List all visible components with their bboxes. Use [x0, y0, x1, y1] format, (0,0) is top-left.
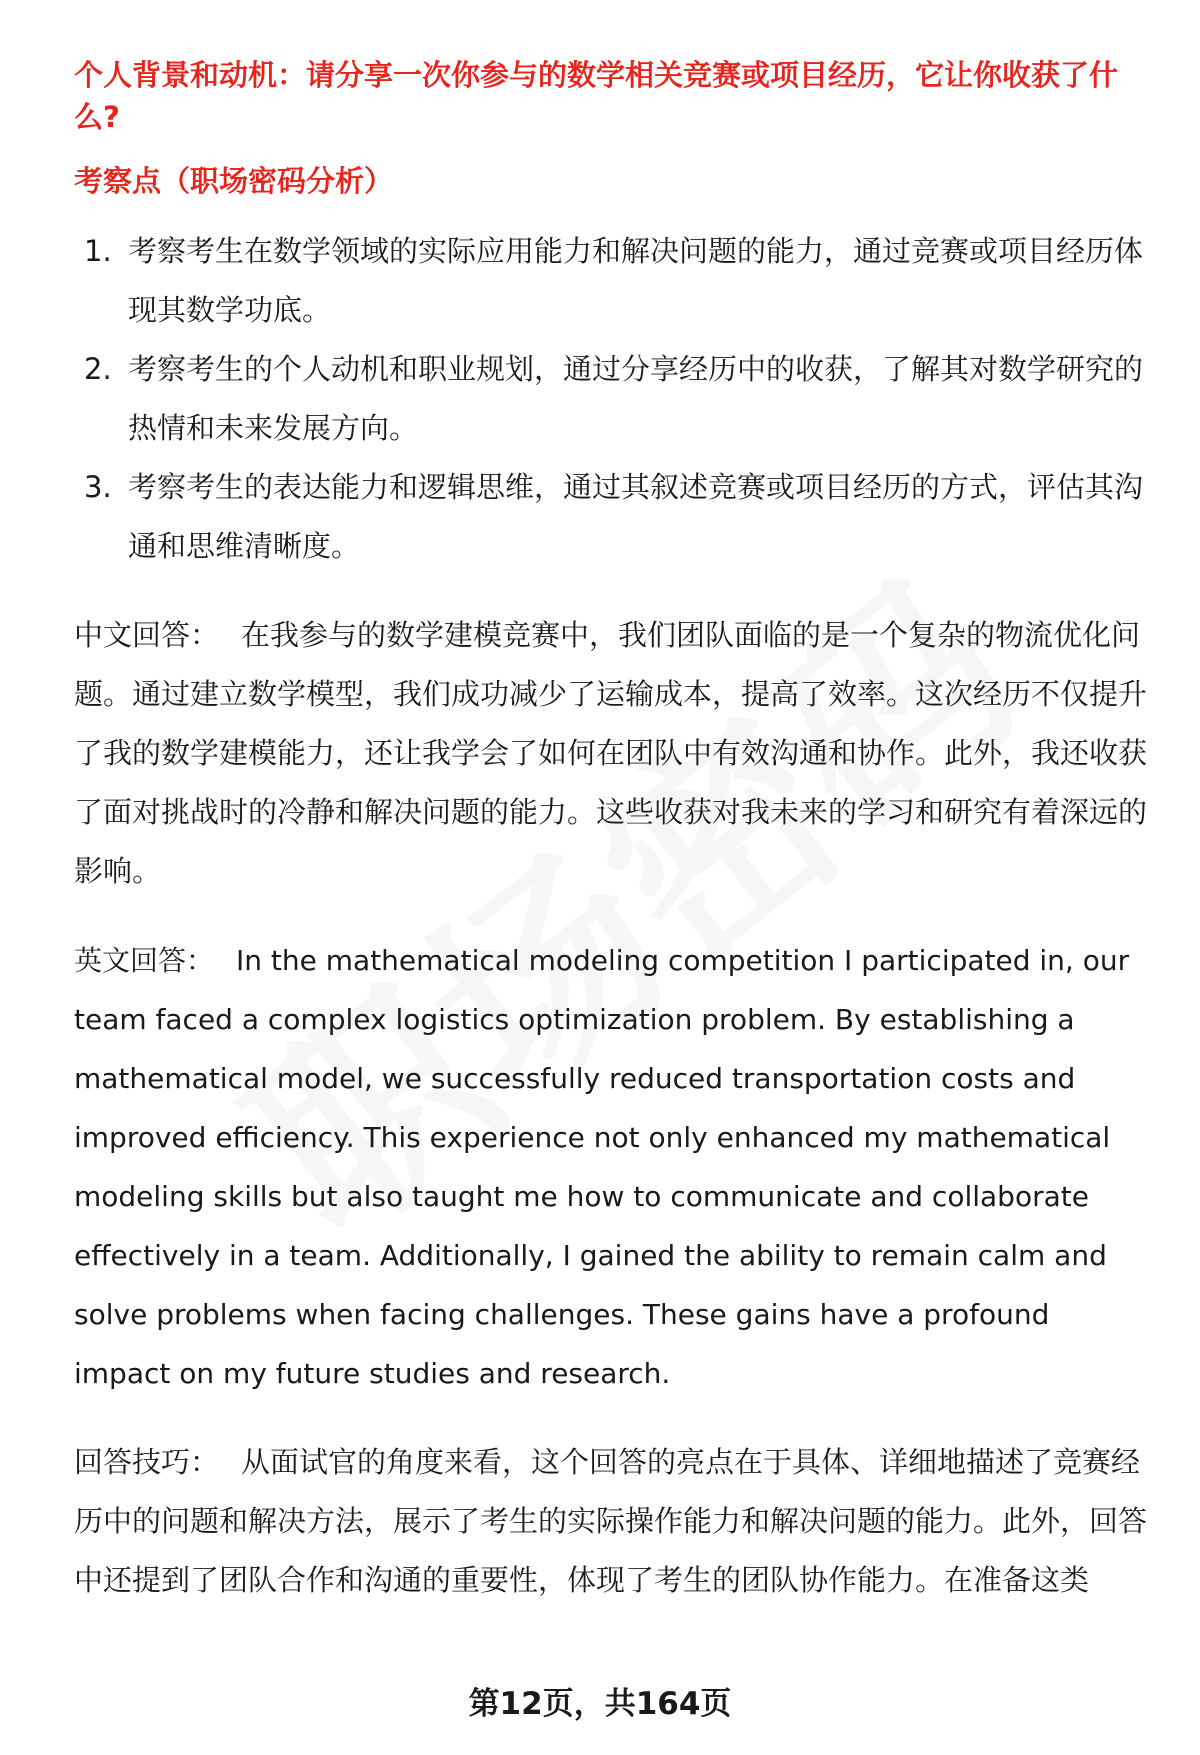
- list-item-text: 考察考生在数学领域的实际应用能力和解决问题的能力，通过竞赛或项目经历体现其数学功底。: [128, 234, 1144, 327]
- list-item: [74, 222, 1154, 340]
- list-item-text: 考察考生的表达能力和逻辑思维，通过其叙述竞赛或项目经历的方式，评估其沟通和思维清晰度。: [128, 470, 1144, 563]
- section-title: 考察点（职场密码分析）: [74, 164, 394, 198]
- answer-tips-label: 回答技巧：: [74, 1445, 220, 1479]
- document-page: [74, 54, 1154, 1610]
- chinese-answer-text: 在我参与的数学建模竞赛中，我们团队面临的是一个复杂的物流优化问题。通过建立数学模型，我们成功减少了运输成本，提高了效率。这次经历不仅提升了我的数学建模能力，还让我学会了如何在团队中有效沟通和协作。此外，我还收获了面对挑战时的冷静和解决问题的能力。这些收获对我未来的学习和研究有着深远的影响。: [74, 618, 1148, 888]
- answer-tips-text: 从面试官的角度来看，这个回答的亮点在于具体、详细地描述了竞赛经历中的问题和解决方法，展示了考生的实际操作能力和解决问题的能力。此外，回答中还提到了团队合作和沟通的重要性，体现了考生的团队协作能力。在准备这类: [74, 1445, 1148, 1597]
- english-answer-text: In the mathematical modeling competition I participated in, our team faced a complex logistics optimization problem. By establishing a mathematical model, we successfully reduced transportation costs and improved efficiency. This experience not only enhanced my mathematical modeling skills but also taught me how to communicate and collaborate effectively in a team. Additionally, I gained the ability to remain calm and solve problems when facing challenges. These gains have a profound impact on my future studies and research.: [74, 944, 1130, 1390]
- list-item-number: 3.: [84, 470, 112, 504]
- english-answer-label: 英文回答：: [74, 944, 215, 977]
- chinese-answer-label: 中文回答：: [74, 618, 220, 652]
- list-item: [74, 340, 1154, 458]
- page-number-footer: 第12页，共164页: [468, 1686, 732, 1722]
- list-item: [74, 458, 1154, 576]
- answer-tips: [74, 1433, 1154, 1610]
- assessment-points-list: [74, 222, 1154, 576]
- list-item-number: 2.: [84, 352, 112, 386]
- list-item-number: 1.: [84, 234, 112, 268]
- chinese-answer: [74, 606, 1154, 901]
- list-item-text: 考察考生的个人动机和职业规划，通过分享经历中的收获，了解其对数学研究的热情和未来发展方向。: [128, 352, 1144, 445]
- question-heading: 个人背景和动机：请分享一次你参与的数学相关竞赛或项目经历，它让你收获了什么?: [74, 58, 1119, 134]
- english-answer: [74, 931, 1154, 1403]
